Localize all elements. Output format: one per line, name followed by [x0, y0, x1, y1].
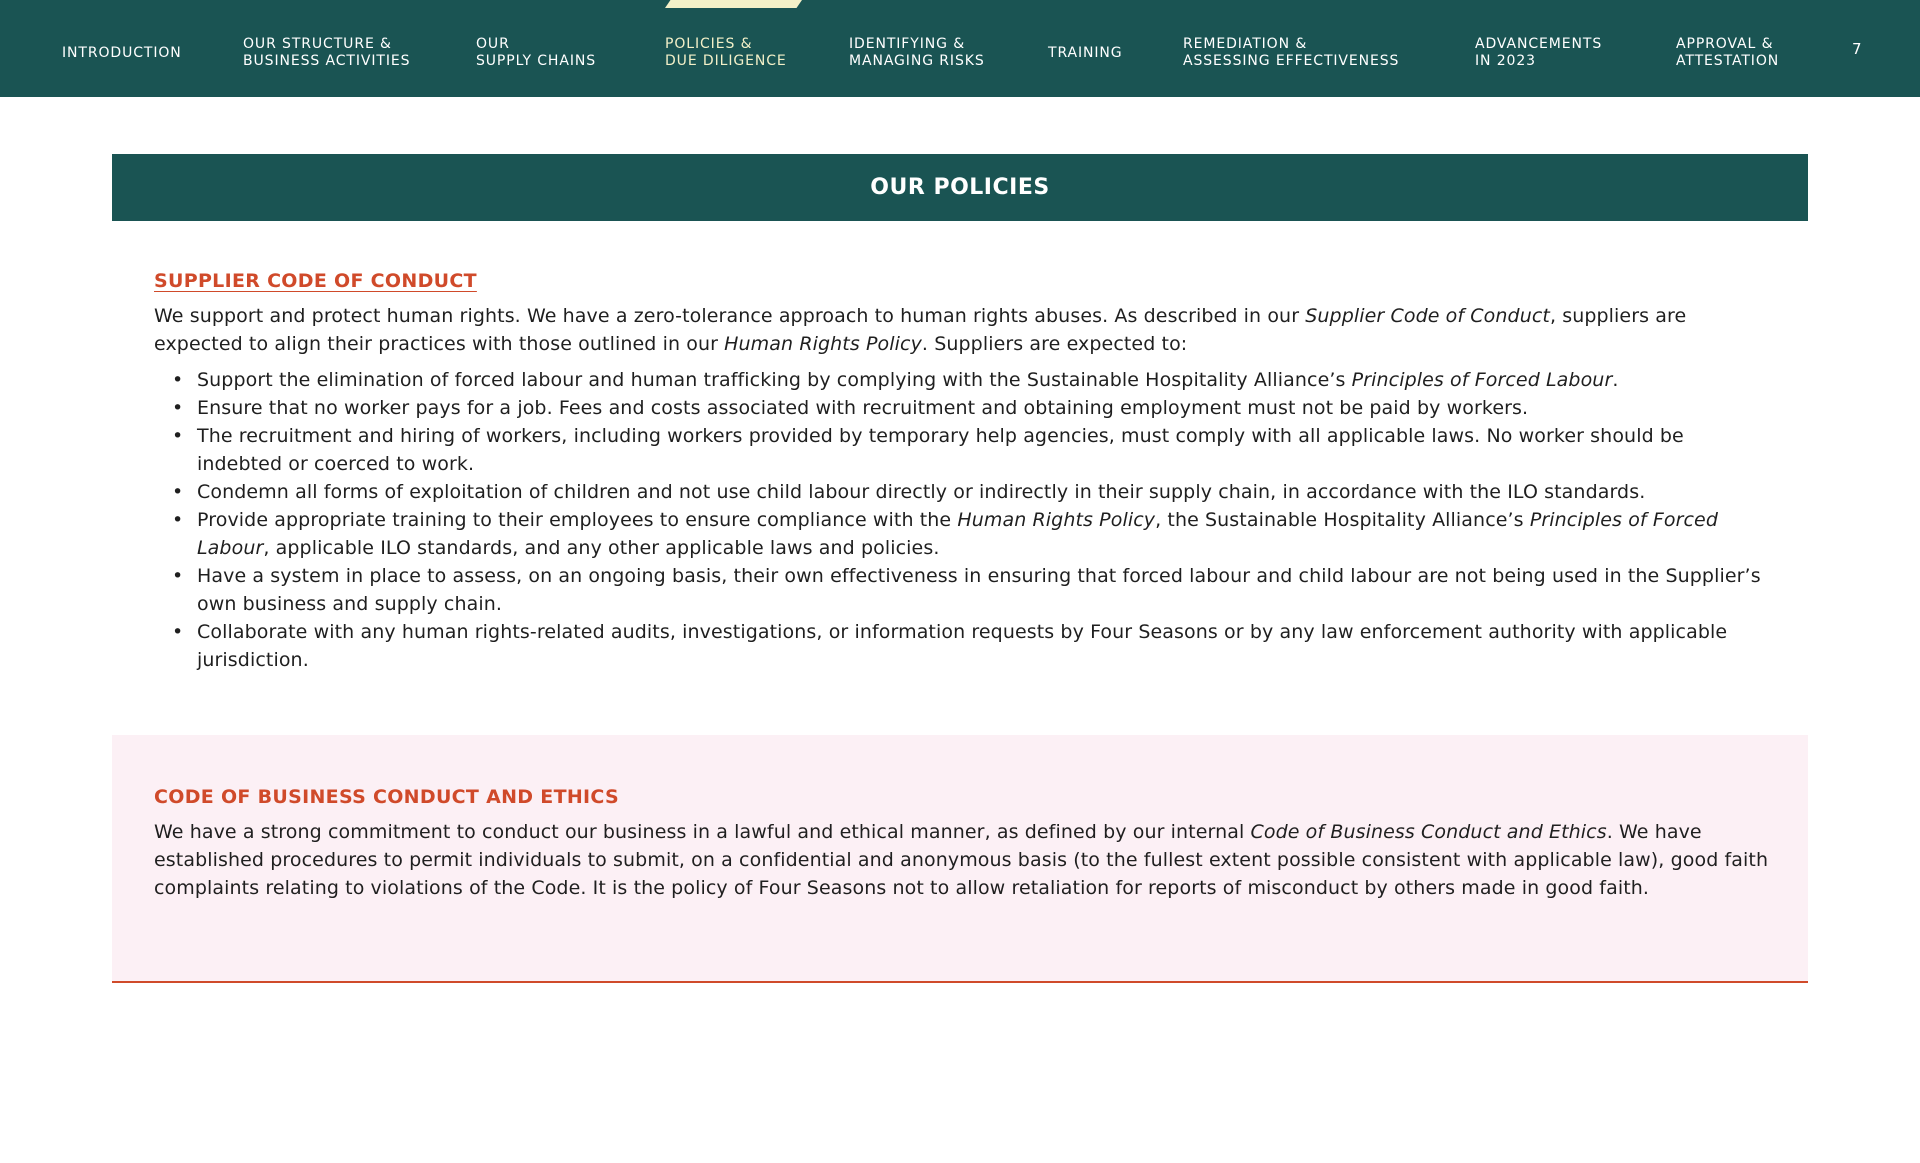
nav-item-label: INTRODUCTION [62, 45, 182, 61]
italic-reference: Code of Business Conduct and Ethics [1250, 821, 1607, 843]
nav-item-approval[interactable] [1676, 36, 1779, 70]
list-item: • Collaborate with any human rights-related audits, investigations, or information requests by Four Seasons or by any law enforcement authority with applicable jurisdiction. [197, 618, 1774, 674]
nav-item-risks[interactable] [849, 36, 985, 70]
ethics-callout-box [112, 735, 1808, 983]
list-item: • Provide appropriate training to their employees to ensure compliance with the Human Rights Policy, the Sustainable Hospitality Alliance’s Principles of Forced Labour, applicable ILO standards, and any other applicable laws and policies. [197, 506, 1774, 562]
italic-reference: Human Rights Policy [957, 509, 1156, 531]
nav-item-label-line2: BUSINESS ACTIVITIES [243, 53, 411, 69]
list-item: • Ensure that no worker pays for a job. Fees and costs associated with recruitment and obtaining employment must not be paid by workers. [197, 394, 1774, 422]
nav-item-advancements[interactable] [1475, 36, 1602, 70]
nav-item-label-line1: ADVANCEMENTS [1475, 36, 1603, 52]
nav-item-training[interactable] [1048, 45, 1123, 62]
nav-item-label-line1: POLICIES & [665, 36, 753, 52]
nav-item-label-line2: IN 2023 [1475, 53, 1536, 69]
list-item: • Have a system in place to assess, on an ongoing basis, their own effectiveness in ensuring that forced labour and child labour are not being used in the Supplier’s own business and supply chain. [197, 562, 1774, 618]
nav-item-supply-chains[interactable] [476, 36, 596, 70]
italic-reference: Principles of Forced Labour [1351, 369, 1613, 391]
list-item: • Support the elimination of forced labour and human trafficking by complying with the Sustainable Hospitality Alliance’s Principles of Forced Labour. [197, 366, 1774, 394]
nav-item-label-line1: OUR STRUCTURE & [243, 36, 392, 52]
italic-reference: Principles of Forced Labour [197, 509, 1719, 559]
nav-item-label-line2: SUPPLY CHAINS [476, 53, 597, 69]
nav-item-remediation[interactable] [1183, 36, 1399, 70]
nav-item-introduction[interactable] [62, 45, 182, 62]
top-navigation [0, 0, 1920, 97]
nav-item-label-line2: ATTESTATION [1676, 53, 1780, 69]
nav-item-structure[interactable] [243, 36, 410, 70]
ethics-section [154, 786, 1774, 902]
nav-item-label-line1: REMEDIATION & [1183, 36, 1308, 52]
nav-item-label-line2: DUE DILIGENCE [665, 53, 787, 69]
section-title-banner [112, 154, 1808, 221]
active-tab-marker [665, 0, 802, 8]
ethics-heading: CODE OF BUSINESS CONDUCT AND ETHICS [154, 786, 619, 808]
supplier-expectations-list [154, 366, 1774, 674]
section-title: OUR POLICIES [870, 175, 1050, 200]
nav-item-label-line2: ASSESSING EFFECTIVENESS [1183, 53, 1400, 69]
supplier-code-section [154, 270, 1774, 674]
nav-item-label-line1: APPROVAL & [1676, 36, 1774, 52]
list-item: • The recruitment and hiring of workers, including workers provided by temporary help agencies, must comply with all applicable laws. No worker should be indebted or coerced to work. [197, 422, 1774, 478]
list-item: • Condemn all forms of exploitation of children and not use child labour directly or indirectly in their supply chain, in accordance with the ILO standards. [197, 478, 1774, 506]
italic-reference: Human Rights Policy [724, 333, 922, 355]
italic-reference: Supplier Code of Conduct [1305, 305, 1550, 327]
nav-item-policies[interactable] [665, 36, 787, 70]
page-number: 7 [1852, 40, 1862, 58]
supplier-code-heading-link[interactable]: SUPPLIER CODE OF CONDUCT [154, 270, 477, 292]
nav-item-label-line2: MANAGING RISKS [849, 53, 985, 69]
nav-item-label: TRAINING [1048, 45, 1123, 61]
supplier-intro-paragraph: We support and protect human rights. We have a zero-tolerance approach to human rights abuses. As described in our Supplier Code of Conduct, suppliers are expected to align their practices with those outlined in our Human Rights Policy. Suppliers are expected to: [154, 305, 1687, 355]
ethics-paragraph: We have a strong commitment to conduct our business in a lawful and ethical manner, as defined by our internal Code of Business Conduct and Ethics. We have established procedures to permit individuals to submit, on a confidential and anonymous basis (to the fullest extent possible consistent with applicable law), good faith complaints relating to violations of the Code. It is the policy of Four Seasons not to allow retaliation for reports of misconduct by others made in good faith. [154, 821, 1769, 899]
nav-item-label-line1: IDENTIFYING & [849, 36, 966, 52]
nav-item-label-line1: OUR [476, 36, 510, 52]
